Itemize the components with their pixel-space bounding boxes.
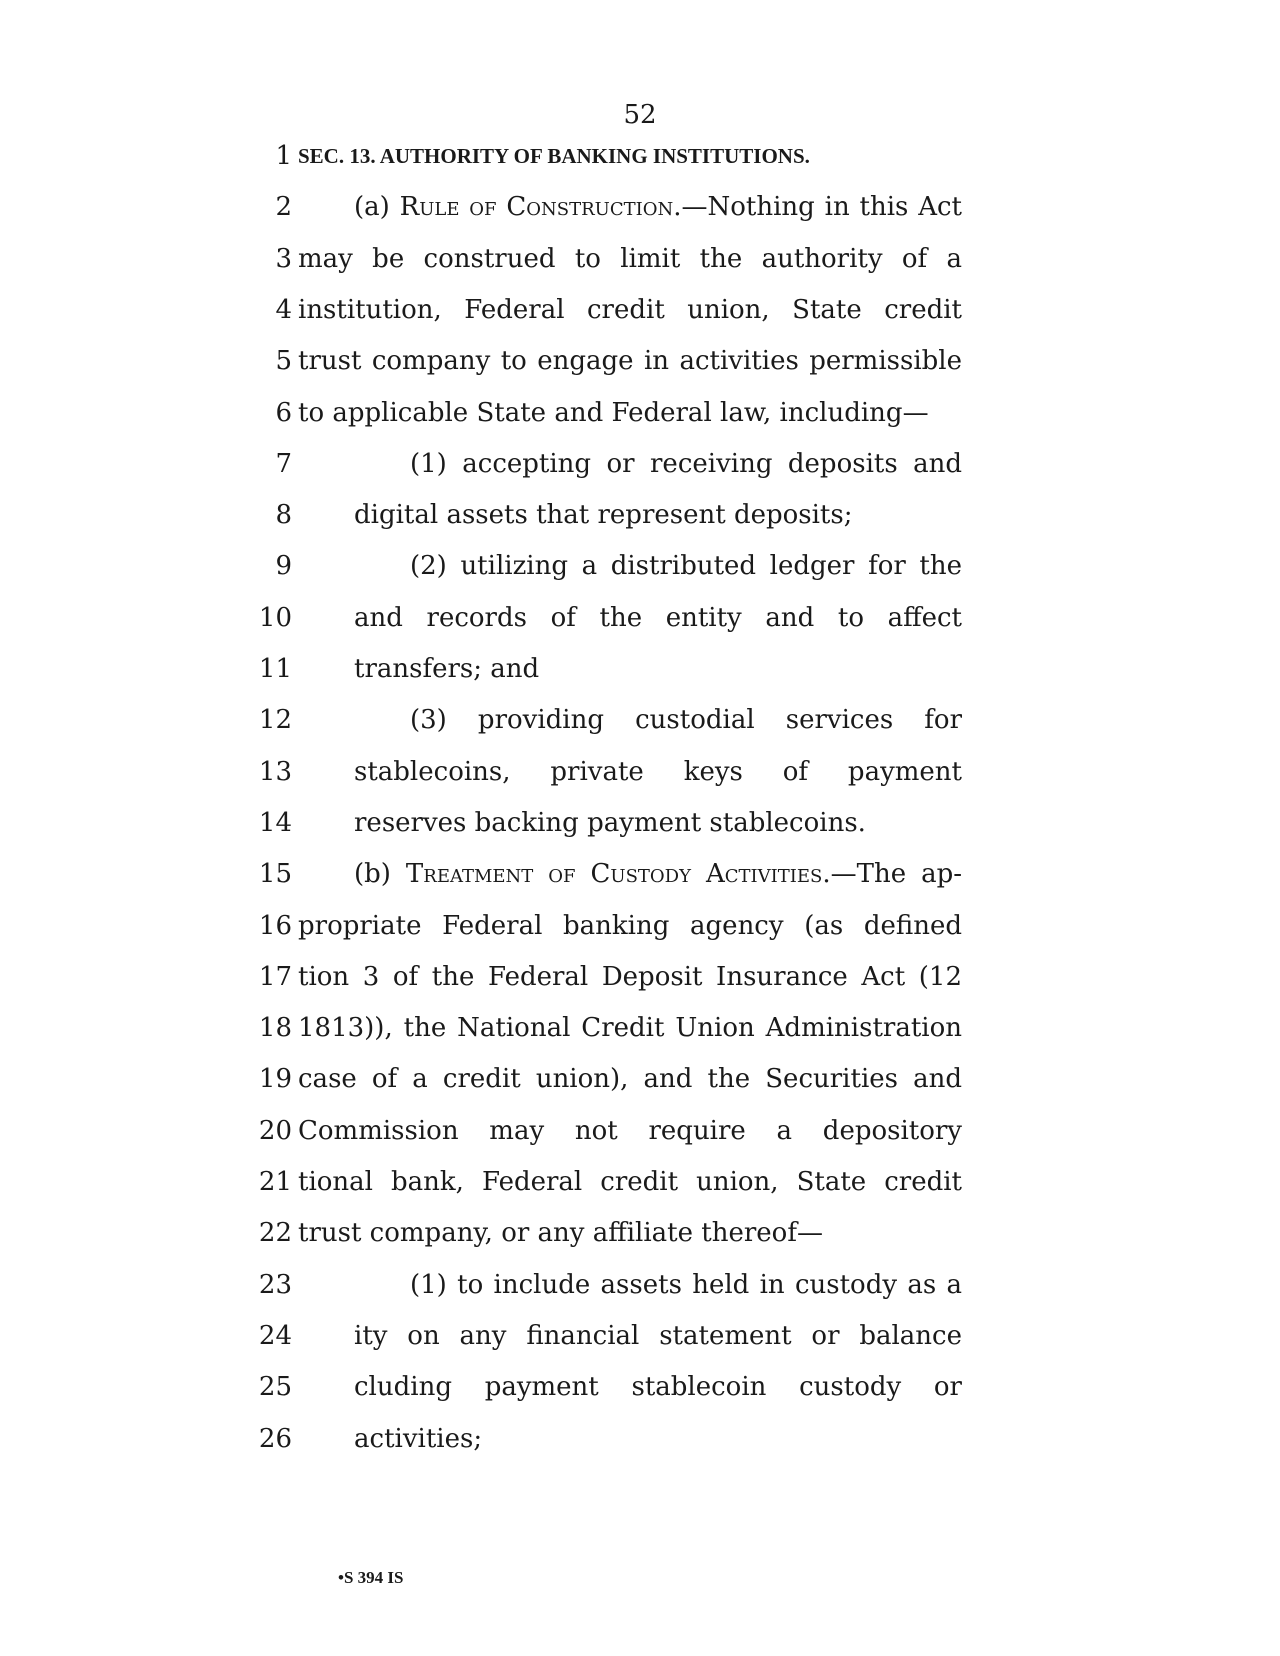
- subsection-heading: Rule of Construction: [399, 192, 674, 223]
- text-line: [0, 546, 1280, 586]
- subsection-heading: Treatment of Custody Activities: [405, 859, 823, 890]
- line-number: 3: [275, 243, 292, 274]
- line-number: 24: [258, 1320, 292, 1351]
- text-line: [0, 444, 1280, 484]
- line-text: [354, 495, 852, 535]
- line-number: 19: [258, 1064, 292, 1095]
- line-text: [410, 1265, 962, 1305]
- text-line: [0, 649, 1280, 689]
- text-run: Commission may not require a depository: [298, 1115, 962, 1146]
- footer-bill-number: S 394 IS: [343, 1568, 404, 1587]
- text-run: institution, Federal credit union, State credit: [298, 294, 962, 325]
- text-run: ity on any financial statement or balance: [354, 1320, 962, 1351]
- text-line: [0, 1059, 1280, 1099]
- text-run: (1) accepting or receiving deposits and: [410, 448, 962, 479]
- line-text: [354, 803, 866, 843]
- line-number: 17: [258, 961, 292, 992]
- text-run: 1813)), the National Credit Union Administration: [298, 1013, 962, 1044]
- page-number: 52: [623, 100, 657, 130]
- text-run: tional bank, Federal credit union, State credit: [298, 1167, 962, 1197]
- text-line: [0, 1265, 1280, 1305]
- line-number: 13: [258, 756, 292, 787]
- text-line: [0, 341, 1280, 381]
- line-number: 20: [258, 1115, 292, 1146]
- line-text: [354, 1316, 962, 1356]
- text-line: [0, 700, 1280, 740]
- text-run: (3) providing custodial services for: [410, 705, 962, 736]
- text-line: [0, 906, 1280, 946]
- line-text: [410, 444, 962, 484]
- text-run: .—Nothing in this Act: [673, 192, 962, 223]
- line-text: [354, 1419, 482, 1459]
- line-number: 25: [258, 1372, 292, 1403]
- line-text: [298, 290, 962, 330]
- line-number: 7: [275, 448, 292, 479]
- line-text: [298, 341, 962, 381]
- text-run: and records of the entity and to affect: [354, 602, 962, 633]
- section-heading: [298, 136, 810, 176]
- line-text: [298, 1111, 962, 1151]
- line-text: [354, 752, 962, 792]
- text-line: [0, 803, 1280, 843]
- text-run: case of a credit union), and the Securities and: [298, 1064, 962, 1095]
- line-number: 9: [275, 551, 292, 582]
- line-text: [298, 906, 962, 946]
- line-text: [298, 1213, 823, 1253]
- text-line: [0, 393, 1280, 433]
- text-line: [0, 136, 1280, 176]
- text-line: [0, 187, 1280, 227]
- text-run: (a): [354, 192, 400, 223]
- line-number: 10: [258, 602, 292, 633]
- line-number: 22: [258, 1218, 292, 1249]
- text-run: tion 3 of the Federal Deposit Insurance Act (12: [298, 961, 962, 992]
- text-run: .—The ap-: [822, 859, 962, 890]
- text-line: [0, 1419, 1280, 1459]
- text-line: [0, 1162, 1280, 1202]
- line-number: 4: [275, 294, 292, 325]
- line-text: [410, 546, 962, 586]
- line-text: [298, 393, 929, 433]
- text-run: (b): [354, 859, 406, 890]
- text-run: trust company to engage in activities permissible: [298, 346, 962, 377]
- text-run: stablecoins, private keys of payment: [354, 756, 962, 787]
- line-number: 14: [258, 807, 292, 838]
- text-line: [0, 598, 1280, 638]
- text-run: activities;: [354, 1423, 483, 1454]
- line-text: [298, 239, 962, 279]
- line-text: [298, 1162, 962, 1202]
- footer-bullet: •: [338, 1568, 344, 1587]
- line-number: 11: [258, 654, 292, 684]
- text-run: digital assets that represent deposits;: [354, 500, 853, 531]
- footer-bill-id: [338, 1566, 403, 1590]
- line-number: 5: [275, 346, 292, 377]
- line-number: 6: [275, 397, 292, 428]
- text-line: [0, 854, 1280, 894]
- text-line: [0, 1111, 1280, 1151]
- line-number: 21: [258, 1167, 292, 1197]
- text-run: reserves backing payment stablecoins.: [354, 807, 866, 838]
- line-text: [354, 1367, 962, 1407]
- line-text: [410, 700, 962, 740]
- line-text: [298, 957, 962, 997]
- line-number: 26: [258, 1423, 292, 1454]
- line-text: [354, 854, 962, 894]
- text-run: (1) to include assets held in custody as a: [410, 1269, 962, 1300]
- text-line: [0, 1367, 1280, 1407]
- text-line: [0, 1316, 1280, 1356]
- text-run: transfers; and: [354, 654, 540, 684]
- line-number: 18: [258, 1013, 292, 1044]
- text-run: cluding payment stablecoin custody or: [354, 1372, 962, 1403]
- line-text: [298, 1008, 962, 1048]
- text-line: [0, 1213, 1280, 1253]
- line-number: 23: [258, 1269, 292, 1300]
- text-line: [0, 752, 1280, 792]
- line-number: 2: [275, 192, 292, 223]
- line-number: 1: [275, 141, 292, 171]
- line-number: 16: [258, 910, 292, 941]
- text-run: propriate Federal banking agency (as defined: [298, 910, 962, 941]
- text-line: [0, 495, 1280, 535]
- line-number: 15: [258, 859, 292, 890]
- text-line: [0, 957, 1280, 997]
- line-text: [354, 598, 962, 638]
- line-number: 12: [258, 705, 292, 736]
- text-line: [0, 239, 1280, 279]
- text-run: trust company, or any affiliate thereof—: [298, 1218, 823, 1249]
- text-run: to applicable State and Federal law, including—: [298, 397, 929, 428]
- text-line: [0, 290, 1280, 330]
- line-text: [354, 187, 962, 227]
- text-line: [0, 1008, 1280, 1048]
- text-run: SEC. 13. AUTHORITY OF BANKING INSTITUTIONS.: [298, 144, 810, 168]
- text-run: may be construed to limit the authority of a: [298, 243, 962, 274]
- text-run: (2) utilizing a distributed ledger for the: [410, 551, 962, 582]
- line-number: 8: [275, 500, 292, 531]
- line-text: [354, 649, 539, 689]
- line-text: [298, 1059, 962, 1099]
